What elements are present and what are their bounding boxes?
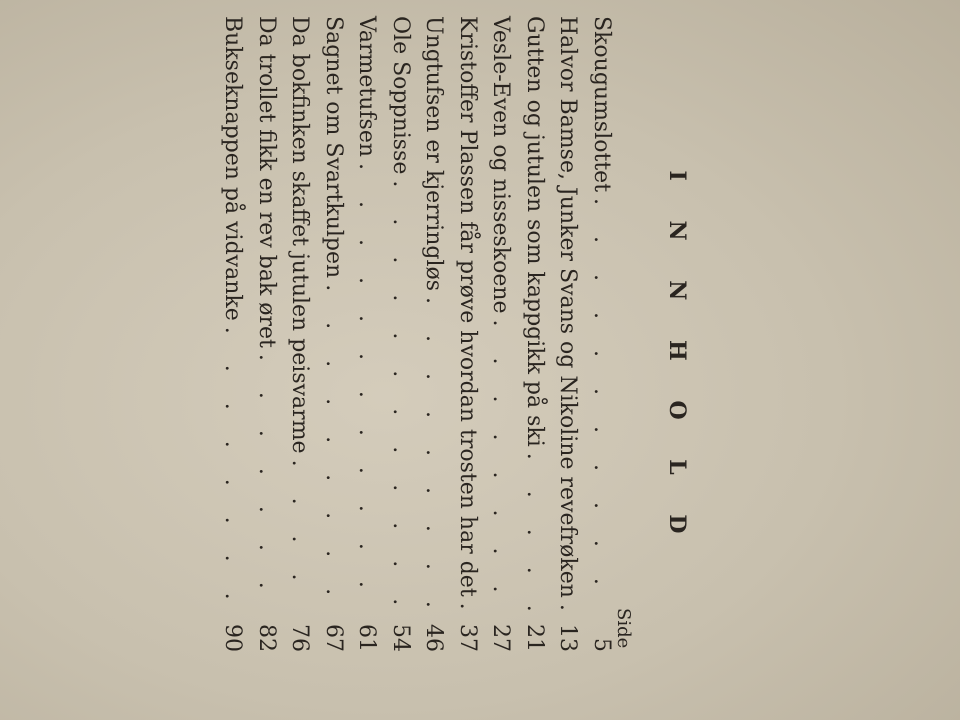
toc-entry-page: 21 <box>522 624 547 652</box>
toc-entry-title: Da bokfinken skaffet jutulen peisvarme <box>287 16 313 454</box>
toc-dot-leader <box>489 314 514 612</box>
toc-entry-page: 27 <box>488 624 514 652</box>
toc-entry <box>480 16 514 652</box>
toc-entry <box>413 16 447 652</box>
toc-entry <box>246 16 280 652</box>
toc-entry <box>514 16 548 652</box>
toc-dot-leader <box>388 174 413 612</box>
toc-entry <box>313 16 347 652</box>
toc-entry-title: Halvor Bamse, Junker Svans og Nikoline revefrøken <box>555 16 581 598</box>
toc-entry-title: Vesle-Even og nisseskoene <box>488 16 514 314</box>
toc-entry-page: 76 <box>287 624 313 652</box>
toc-entry-title: Sagnet om Svartkulpen <box>321 16 346 279</box>
toc-entry-page: 37 <box>455 624 480 652</box>
toc-dot-leader <box>455 597 480 612</box>
toc-entry-title: Skougumslottet <box>589 16 614 193</box>
toc-entry <box>279 16 313 652</box>
toc-entry-page: 61 <box>354 624 380 652</box>
toc-list <box>212 16 614 652</box>
toc-entry-page: 90 <box>220 624 246 652</box>
toc-dot-leader <box>221 321 246 612</box>
toc-entry-page: 67 <box>321 624 346 652</box>
toc-entry-page: 13 <box>555 624 581 652</box>
toc-entry-title: Gutten og jutulen som kappgikk på ski <box>522 16 547 447</box>
toc-dot-leader <box>589 192 614 612</box>
toc-entry <box>581 16 615 652</box>
toc-entry <box>447 16 481 652</box>
toc-dot-leader <box>321 278 346 612</box>
page-heading: I N N H O L D <box>664 170 690 550</box>
toc-entry-title: Ole Soppnisse <box>388 16 413 175</box>
toc-dot-leader <box>288 454 313 612</box>
toc-entry-title: Ungtufsen er kjerringløs <box>421 16 447 292</box>
toc-entry <box>212 16 246 652</box>
toc-entry-page: 5 <box>589 638 614 652</box>
toc-entry-title: Bukseknappen på vidvanke <box>220 16 246 321</box>
toc-dot-leader <box>422 291 447 612</box>
toc-dot-leader <box>355 157 380 612</box>
toc-dot-leader <box>556 598 581 612</box>
toc-entry-title: Varmetufsen <box>354 16 380 158</box>
toc-entry-title: Kristoffer Plassen får prøve hvordan trosten har det <box>455 16 480 597</box>
toc-entry-page: 54 <box>388 624 413 652</box>
toc-entry <box>380 16 414 652</box>
toc-dot-leader <box>522 447 547 612</box>
toc-entry <box>547 16 581 652</box>
toc-entry <box>346 16 380 652</box>
toc-entry-title: Da trollet fikk en rev bak øret <box>254 16 279 348</box>
toc-entry-page: 46 <box>421 624 447 652</box>
page-column-label: Side <box>613 608 634 649</box>
toc-entry-page: 82 <box>254 624 279 652</box>
toc-dot-leader <box>254 348 279 612</box>
